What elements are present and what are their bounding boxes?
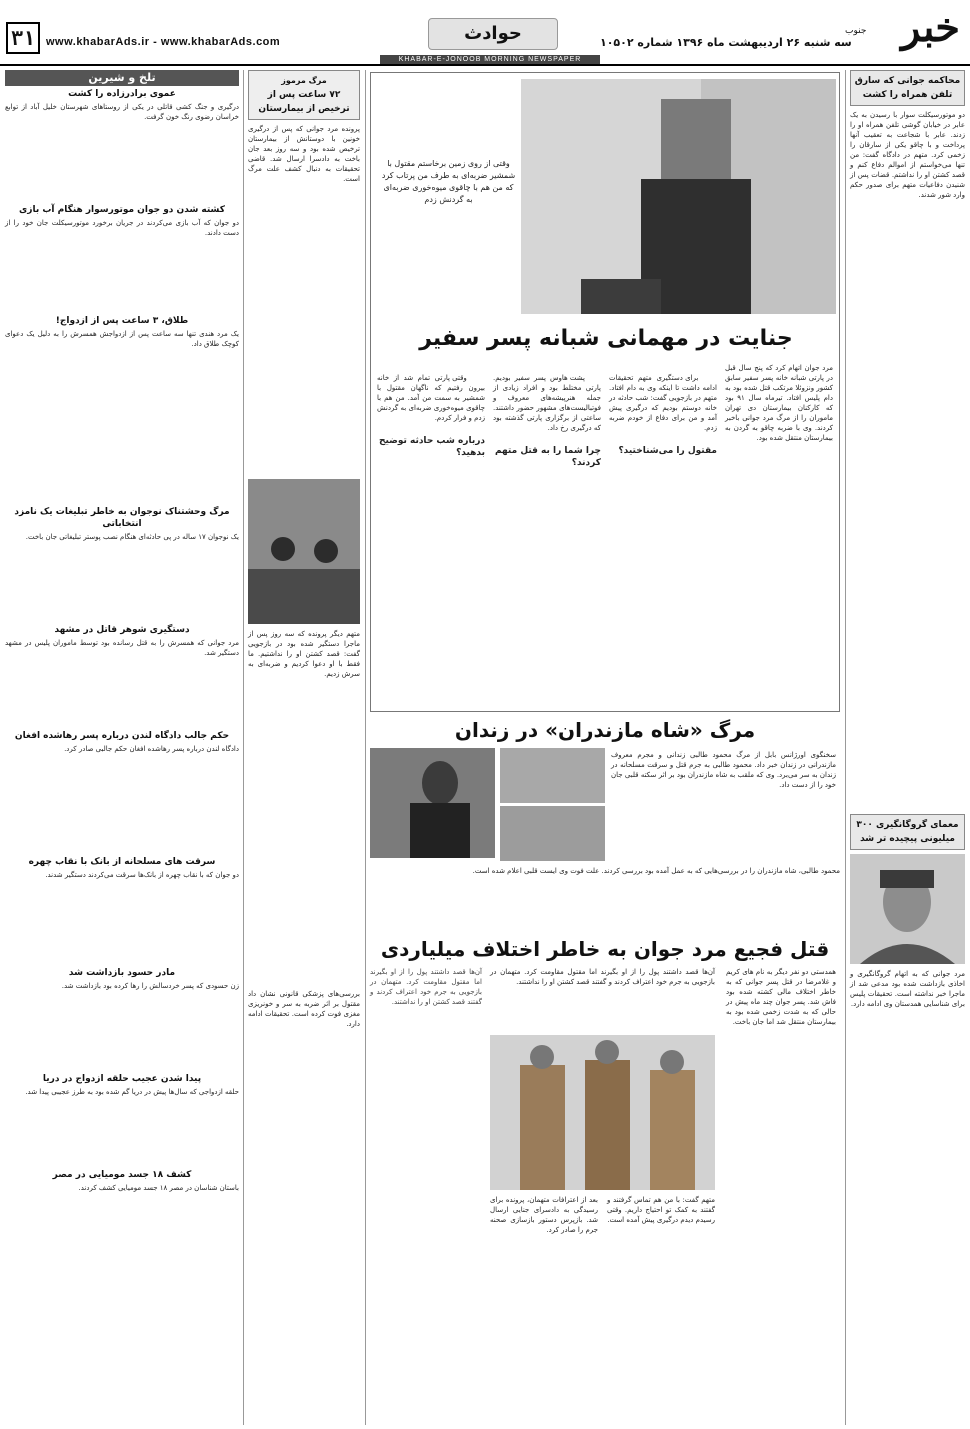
sub-heading-3: درباره شب حادثه توضیح بدهید؟ xyxy=(375,436,485,458)
suspects-photo-icon xyxy=(490,1035,715,1190)
sub-heading-1: مقتول را می‌شناختید؟ xyxy=(618,446,717,456)
left-title-10: کشف ۱۸ جسد مومیایی در مصر xyxy=(52,1170,192,1180)
right-body-2: مرد جوانی که به اتهام گروگانگیری و اخاذی بازداشت شده بود مدعی شد از ماجرا خبر نداشته است. تحقیقات پلیس برای شناسایی همدستان وی ادامه دارد. xyxy=(847,970,965,1008)
mid-body: پرونده مرد جوانی که پس از درگیری خونین با دوستانش از بیمارستان ترخیص شده بود و سه روز بعد جان باخت به دادسرا ارسال شد. قاضی تحقیقات به دنبال کشف علت مرگ است. xyxy=(245,125,360,183)
mid-column xyxy=(245,70,360,1420)
page-number: ۳۱ xyxy=(6,22,40,54)
mid-title-small: مرگ مرموز xyxy=(281,76,327,85)
billion-headline: قتل فجیع مرد جوان به خاطر اختلاف میلیاردی xyxy=(380,937,830,961)
left-body-2: دو جوان که آب بازی می‌کردند در جریان برخورد موتورسیکلت جان خود را از دست دادند. xyxy=(2,219,239,237)
mazandaran-photo-3 xyxy=(500,806,605,861)
right-photo xyxy=(850,854,965,969)
left-title-3: طلاق، ۳ ساعت پس از ازدواج! xyxy=(55,316,189,326)
mid-title-box xyxy=(248,70,360,120)
main-story-box xyxy=(370,72,840,712)
courtroom-photo xyxy=(248,479,360,624)
person-photo-icon xyxy=(521,79,836,314)
left-body-3: یک مرد هندی تنها سه ساعت پس از ازدواجش همسرش را به دلیل یک دعوای کوچک طلاق داد. xyxy=(2,330,239,348)
photo-caption: وقتی از روی زمین برخاستم مقتول با شمشیر ضربه‌ای به طرف من پرتاب کرد که من هم با چاقوی میوه‌خوری ضربه‌ای به گردنش زدم xyxy=(379,159,516,204)
man-photo-icon xyxy=(370,748,495,858)
left-title-2: کشته شدن دو جوان موتورسوار هنگام آب بازی xyxy=(19,205,225,215)
main-body-4: وقتی پارتی تمام شد از خانه بیرون رفتیم که ناگهان مقتول با شمشیر به سمت من آمد. من هم با چاقوی میوه‌خوری ضربه‌ای به گردنش زدم و فرار کردم. xyxy=(374,374,485,422)
right-body: دو موتورسیکلت سوار با رسیدن به یک عابر در خیابان گوشی تلفن همراه او را زدند. عابر با شجاعت به تعقیب آنها پرداخت و با چاقو یکی از سارقان را زخمی کرد. متهم در دادگاه گفت: من تنها می‌خواستم از اموالم دفاع کنم و قصد کشتن او را نداشتم. قضات پس از شنیدن دفاعیات متهم برای صدور حکم وارد شور شدند. xyxy=(847,111,966,199)
main-body-col-1: مرد جوان اتهام کرد که پنج سال قبل در پارتی شبانه خانه پسر سفیر سابق کشور ونزوئلا مرتکب قتل شده بود به دام پلیس افتاد. تیرماه سال ۹۱ بود که کارکنان بیمارستان دی تهران ماموران را از مرگ مرد جوانی باخبر کردند. وی با ضربه چاقو به گردن به بیمارستان منتقل شده بود. xyxy=(722,364,833,442)
left-body-4: یک نوجوان ۱۷ ساله در پی حادثه‌ای هنگام نصب پوستر تبلیغاتی جان باخت. xyxy=(25,533,239,541)
left-body-1: درگیری و جنگ کشی قاتلی در یکی از روستاهای شهرستان خلیل آباد از توابع خراسان رضوی رنگ خون گرفت. xyxy=(2,103,239,121)
mid-photo xyxy=(248,479,360,629)
left-title-5: دستگیری شوهر قاتل در مشهد xyxy=(54,625,190,635)
mazandaran-photo-1 xyxy=(370,748,495,858)
billion-body-1: همدستی دو نفر دیگر به نام های کریم و غلامرضا در قتل پسر جوانی که به خاطر اختلاف مالی کشته شده بود فاش شد. پسر جوان چند ماه پیش در حالی که به شدت زخمی شده بود به بیمارستان منتقل شد اما جان باخت. xyxy=(723,968,836,1026)
left-body-7: دو جوان که با نقاب چهره از بانک‌ها سرقت می‌کردند دستگیر شدند. xyxy=(45,871,239,879)
mazandaran-body-2: محمود طالبی، شاه مازندران را در بررسی‌هایی که به عمل آمده بود بررسی کردند. علت فوت وی ایست قلبی اعلام شده است. xyxy=(472,867,840,875)
left-banner: تلخ و شیرین xyxy=(5,70,239,86)
billion-body-2: آن‌ها قصد داشتند پول را از او بگیرند اما مقتول مقاومت کرد. متهمان در بازجویی به جرم خود اعتراف کردند و گفتند قصد کشتن او را نداشتند. xyxy=(487,968,715,986)
mazandaran-headline: مرگ «شاه مازندران» در زندان xyxy=(454,718,756,742)
divider xyxy=(243,70,244,1425)
logo-sub: جنوب xyxy=(845,26,867,36)
issue-date: سه شنبه ۲۶ اردیبهشت ماه ۱۳۹۶ شماره ۱۰۵۰۲ xyxy=(600,36,852,49)
portrait-icon xyxy=(850,854,965,964)
billion-body-continued: آن‌ها قصد داشتند پول را از او بگیرند اما مقتول مقاومت کرد. متهمان در بازجویی به جرم خود اعتراف کردند و گفتند قصد کشتن او را نداشتند. xyxy=(367,968,482,1006)
logo-main: خبر xyxy=(901,4,960,51)
left-title-6: حکم جالب دادگاه لندن درباره پسر رهاشده افغان xyxy=(14,731,230,741)
courtroom-icon xyxy=(248,479,360,624)
mid-body-3: بررسی‌های پزشکی قانونی نشان داد مقتول بر اثر ضربه به سر و خونریزی مغزی فوت کرده است. تحقیقات ادامه دارد. xyxy=(245,990,360,1028)
website-url[interactable]: www.khabarAds.ir - www.khabarAds.com xyxy=(46,36,281,48)
right-title-3: معمای گروگانگیری ۳۰۰ xyxy=(856,820,959,830)
left-title-7: سرقت های مسلحانه از بانک با نقاب چهره xyxy=(28,857,216,867)
main-body-3: پشت هاوس پسر سفیر بودیم. پارتی مختلط بود و افراد زیادی از جمله هنرپیشه‌های معروف و فوتبالیست‌های مشهور حضور داشتند. ساعتی از برگزاری پارتی گذشته بود که درگیری رخ داد. xyxy=(490,374,601,432)
right-title-1: محاکمه جوانی که سارق xyxy=(854,76,961,86)
masthead xyxy=(0,0,970,63)
left-title-8: مادر حسود بازداشت شد xyxy=(68,968,176,978)
left-body-5: مرد جوانی که همسرش را به قتل رسانده بود توسط ماموران پلیس در مشهد دستگیر شد. xyxy=(2,639,239,657)
mazandaran-story xyxy=(370,716,840,931)
billion-photo xyxy=(490,1035,715,1190)
left-body-6: دادگاه لندن درباره پسر رهاشده افغان حکم جالبی صادر کرد. xyxy=(64,745,239,753)
mid-title-2: ترخیص از بیمارستان xyxy=(258,104,350,114)
right-title-box-2 xyxy=(850,814,965,850)
left-body-10: باستان شناسان در مصر ۱۸ جسد مومیایی کشف کردند. xyxy=(78,1184,239,1192)
sub-heading-2: چرا شما را به قتل متهم کردند؟ xyxy=(491,446,601,468)
main-photo xyxy=(521,79,836,314)
mazandaran-body: سخنگوی اورژانس بابل از مرگ محمود طالبی زندانی و مجرم معروف مازندرانی در زندان خبر داد. محمود طالبی به جرم قتل و سرقت مسلحانه در زندان به سر می‌برد. وی که ملقب به شاه مازندران بود بر اثر سکته قلبی جان خود را از دست داد. xyxy=(608,751,836,789)
divider xyxy=(845,70,846,1425)
billion-story xyxy=(367,935,840,1425)
main-body-col-4 xyxy=(374,363,485,708)
left-title-9: پیدا شدن عجیب حلقه ازدواج در دریا xyxy=(42,1074,202,1084)
divider xyxy=(365,70,366,1425)
newspaper-logo xyxy=(845,4,960,54)
main-body-col-3 xyxy=(490,363,601,708)
right-title-box xyxy=(850,70,965,106)
main-headline: جنایت در مهمانی شبانه پسر سفیر xyxy=(419,326,793,351)
right-column xyxy=(847,70,966,1420)
left-title-4: مرگ وحشتناک نوجوان به خاطر تبلیغات یک نامزد انتخاباتی xyxy=(14,507,230,529)
left-body-8: زن حسودی که پسر خردسالش را رها کرده بود بازداشت شد. xyxy=(61,982,239,990)
section-title: حوادث xyxy=(428,18,558,50)
masthead-strip: KHABAR-E-JONOOB MORNING NEWSPAPER xyxy=(380,55,600,65)
right-title-2: تلفن همراه را کشت xyxy=(862,90,953,100)
left-title-1: عموی برادرزاده را کشت xyxy=(68,89,176,99)
header-rule xyxy=(0,64,970,66)
portrait-photo xyxy=(850,854,965,964)
mid-title-1: ۷۲ ساعت پس از xyxy=(267,90,341,100)
right-title-4: میلیونی پیچیده تر شد xyxy=(860,834,955,844)
mazandaran-photo-2 xyxy=(500,748,605,803)
left-body-9: حلقه ازدواجی که سال‌ها پیش در دریا گم شده بود به طرز عجیبی پیدا شد. xyxy=(25,1088,239,1096)
mid-body-2: متهم دیگر پرونده که سه روز پس از ماجرا دستگیر شده بود در بازجویی گفت: قصد کشتن او را نداشتیم. ما فقط با او دعوا کردیم و ضربه‌ای به سرش زدیم. xyxy=(245,630,360,678)
billion-body-3: بعد از اعترافات متهمان، پرونده برای رسیدگی به دادسرای جنایی ارسال شد. بازپرس دستور بازسازی صحنه جرم را صادر کرد. xyxy=(487,1196,598,1234)
main-body-2: برای دستگیری متهم تحقیقات ادامه داشت تا اینکه وی به دام افتاد. متهم در بازجویی گفت: شب حادثه در خانه دوستم بودیم که درگیری پیش آمد و من برای دفاع از خودم ضربه زدم. xyxy=(606,374,717,432)
left-column xyxy=(2,70,239,1420)
billion-body-4: متهم گفت: با من هم تماس گرفتند و گفتند به کمک تو احتیاج داریم. وقتی رسیدم دیدم درگیری پیش آمده است. xyxy=(604,1196,715,1224)
main-body-col-2 xyxy=(606,363,717,708)
